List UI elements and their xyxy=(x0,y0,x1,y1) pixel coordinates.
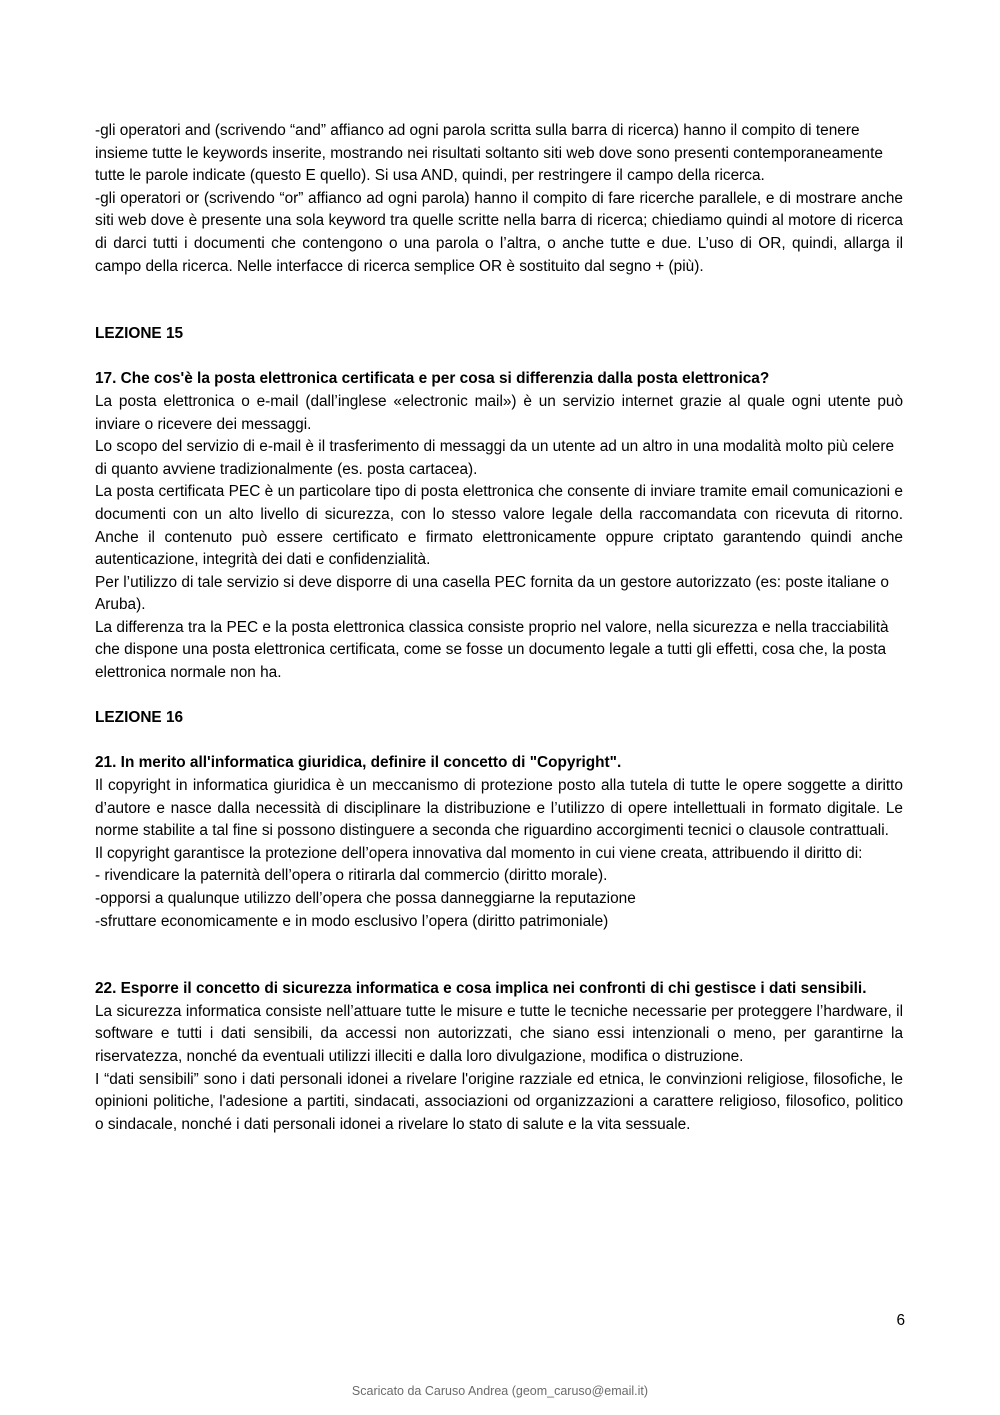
question-17-heading: 17. Che cos'è la posta elettronica certificata e per cosa si differenzia dalla posta elettronica? xyxy=(95,370,770,388)
lesson-16-title: LEZIONE 16 xyxy=(95,709,184,727)
question-21-paragraph: Il copyright garantisce la protezione dell’opera innovativa dal momento in cui viene creata, attribuendo il diritto di: xyxy=(95,844,863,862)
question-22-heading: 22. Esporre il concetto di sicurezza informatica e cosa implica nei confronti di chi gestisce i dati sensibili. xyxy=(95,980,867,998)
question-21-heading: 21. In merito all'informatica giuridica, definire il concetto di "Copyright". xyxy=(95,754,622,772)
or-operator-paragraph: -gli operatori or (scrivendo “or” affianco ad ogni parola) hanno il compito di fare ricerche parallele, e di mostrare anche siti web dove è presente una sola keyword tra quelle scritte nella barra di ricerca; chiediamo quindi al motore di ricerca di darci tutti i documenti che contengono o una parola o l’altra, o anche tutte e due. L’uso di OR, quindi, allarga il campo della ricerca. Nelle interfacce di ricerca semplice OR è sostituito dal segno + (più). xyxy=(95,189,903,275)
list-item: -opporsi a qualunque utilizzo dell’opera che possa danneggiarne la reputazione xyxy=(95,890,636,907)
lesson-15-paragraph: Per l’utilizzo di tale servizio si deve disporre di una casella PEC fornita da un gestore autorizzato (es: poste italiane o Aruba). xyxy=(95,573,889,614)
lesson-15-paragraph: La posta elettronica o e-mail (dall’inglese «electronic mail») è un servizio internet grazie al quale ogni utente può inviare o ricevere dei messaggi. xyxy=(95,392,903,433)
question-21-paragraph: Il copyright in informatica giuridica è un meccanismo di protezione posto alla tutela di tutte le opere soggette a diritto d’autore e nasce dalla necessità di disciplinare la distribuzione e l’utilizzo di opere intellettuali in formato digitale. Le norme stabilite a tal fine si possono distinguere a seconda che riguardino accorgimenti tecnici o clausole contrattuali. xyxy=(95,777,903,840)
download-footer: Scaricato da Caruso Andrea (geom_caruso@email.it) xyxy=(351,1384,649,1398)
document-body xyxy=(95,120,903,1136)
and-operator-paragraph: -gli operatori and (scrivendo “and” affianco ad ogni parola scritta sulla barra di ricerca) hanno il compito di tenere insieme tutte le keywords inserite, mostrando nei risultati soltanto siti web dove sono presenti contemporaneamente tutte le parole indicate (questo E quello). Si usa AND, quindi, per restringere il campo della ricerca. xyxy=(95,122,883,185)
lesson-15-paragraph: La posta certificata PEC è un particolare tipo di posta elettronica che consente di inviare tramite email comunicazioni e documenti con un alto livello di sicurezza, con lo stesso valore legale della raccomandata con ricevuta di ritorno. Anche il contenuto può essere certificato e firmato elettronicamente oppure criptato garantendo quindi anche autenticazione, integrità dei dati e confidenzialità. xyxy=(95,483,903,569)
page-number: 6 xyxy=(896,1312,905,1329)
list-item: -sfruttare economicamente e in modo esclusivo l’opera (diritto patrimoniale) xyxy=(95,912,609,930)
list-item: - rivendicare la paternità dell’opera o ritirarla dal commercio (diritto morale). xyxy=(95,867,608,885)
question-22-paragraph: I “dati sensibili” sono i dati personali idonei a rivelare l'origine razziale ed etnica, le convinzioni religiose, filosofiche, le opinioni politiche, l'adesione a partiti, sindacati, associazioni od organizzazioni a carattere religioso, filosofico, politico o sindacale, nonché i dati personali idonei a rivelare lo stato di salute e la vita sessuale. xyxy=(95,1070,903,1133)
lesson-15-paragraph: Lo scopo del servizio di e-mail è il trasferimento di messaggi da un utente ad un altro in una modalità molto più celere di quanto avviene tradizionalmente (es. posta cartacea). xyxy=(95,438,895,478)
lesson-15-title: LEZIONE 15 xyxy=(95,325,184,343)
lesson-15-paragraph: La differenza tra la PEC e la posta elettronica classica consiste proprio nel valore, nella sicurezza e nella tracciabilità che dispone una posta elettronica certificata, come se fosse un documento legale a tutti gli effetti, cosa che, la posta elettronica normale non ha. xyxy=(95,618,889,682)
question-22-paragraph: La sicurezza informatica consiste nell’attuare tutte le misure e tutte le tecniche necessarie per proteggere l’hardware, il software e tutti i dati sensibili, da accessi non autorizzati, che siano essi intenzionali o meno, per garantirne la riservatezza, nonché da eventuali utilizzi illeciti e dalla loro divulgazione, modifica o distruzione. xyxy=(95,1002,903,1065)
